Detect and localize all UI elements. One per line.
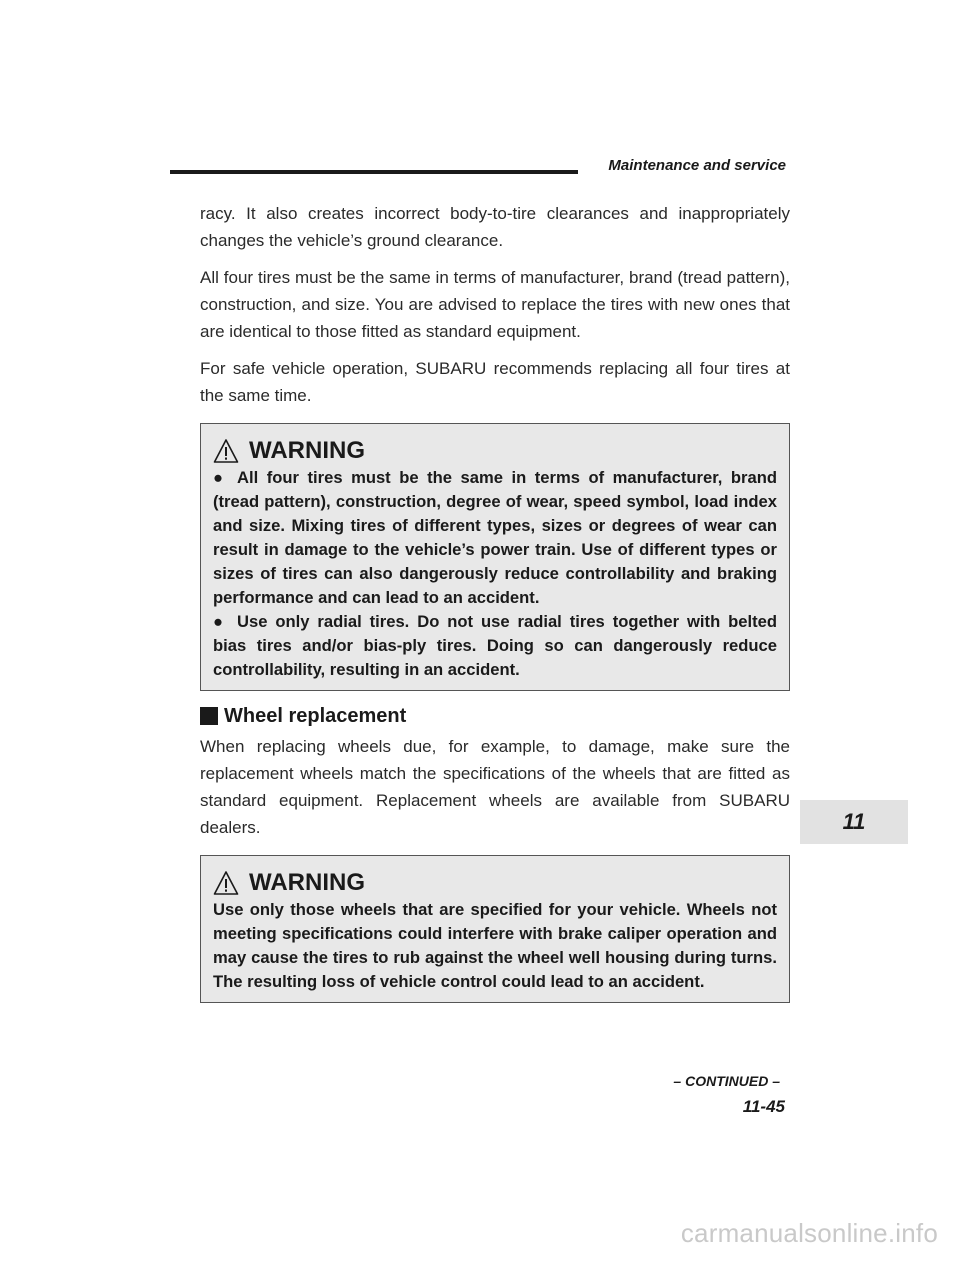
- warning-heading: [213, 438, 777, 464]
- square-bullet-icon: [200, 707, 218, 725]
- subheading: [200, 703, 790, 729]
- header-rule: [170, 170, 578, 174]
- bullet-icon: ●: [213, 612, 224, 631]
- warning-item: [213, 610, 777, 682]
- subheading-text: Wheel replacement: [224, 705, 407, 727]
- watermark: carmanualsonline.info: [680, 1218, 938, 1248]
- paragraph: For safe vehicle operation, SUBARU recommends replacing all four tires at the same time.: [200, 359, 790, 405]
- warning-box-wheels: [200, 855, 790, 1003]
- warning-title: WARNING: [249, 869, 365, 896]
- warning-item-text: Use only radial tires. Do not use radial tires together with belted bias tires and/or bias-ply tires. Doing so can dangerously reduce controllability, resulting in an accident.: [213, 612, 777, 679]
- continued-label: – CONTINUED –: [673, 1073, 780, 1089]
- section-title: Maintenance and service: [608, 157, 786, 174]
- page-content: [200, 200, 790, 1015]
- warning-triangle-icon: [213, 438, 239, 464]
- warning-text: Use only those wheels that are specified for your vehicle. Wheels not meeting specifications could interfere with brake caliper operation and may cause the tires to rub against the wheel well housing during turns. The resulting loss of vehicle control could lead to an accident.: [213, 900, 777, 991]
- paragraph: When replacing wheels due, for example, to damage, make sure the replacement wheels match the specifications of the wheels that are fitted as standard equipment. Replacement wheels are available from SUBARU dealers.: [200, 737, 790, 837]
- page-number: 11-45: [742, 1097, 785, 1116]
- warning-title: WARNING: [249, 437, 365, 464]
- warning-item: [213, 466, 777, 610]
- paragraph: racy. It also creates incorrect body-to-tire clearances and inappropriately changes the vehicle’s ground clearance.: [200, 204, 790, 250]
- warning-box-tires: [200, 423, 790, 691]
- warning-heading: [213, 870, 777, 896]
- chapter-tab: 11: [800, 800, 908, 844]
- bullet-icon: ●: [213, 468, 224, 487]
- warning-triangle-icon: [213, 870, 239, 896]
- paragraph: All four tires must be the same in terms of manufacturer, brand (tread pattern), construction, and size. You are advised to replace the tires with new ones that are identical to those fitted as standard equipment.: [200, 268, 790, 341]
- warning-item-text: All four tires must be the same in terms of manufacturer, brand (tread pattern), construction, degree of wear, speed symbol, load index and size. Mixing tires of different types, sizes or degrees of wear can result in damage to the vehicle’s power train. Use of different types or sizes of tires can also dangerously reduce controllability and braking performance and can lead to an accident.: [213, 468, 777, 607]
